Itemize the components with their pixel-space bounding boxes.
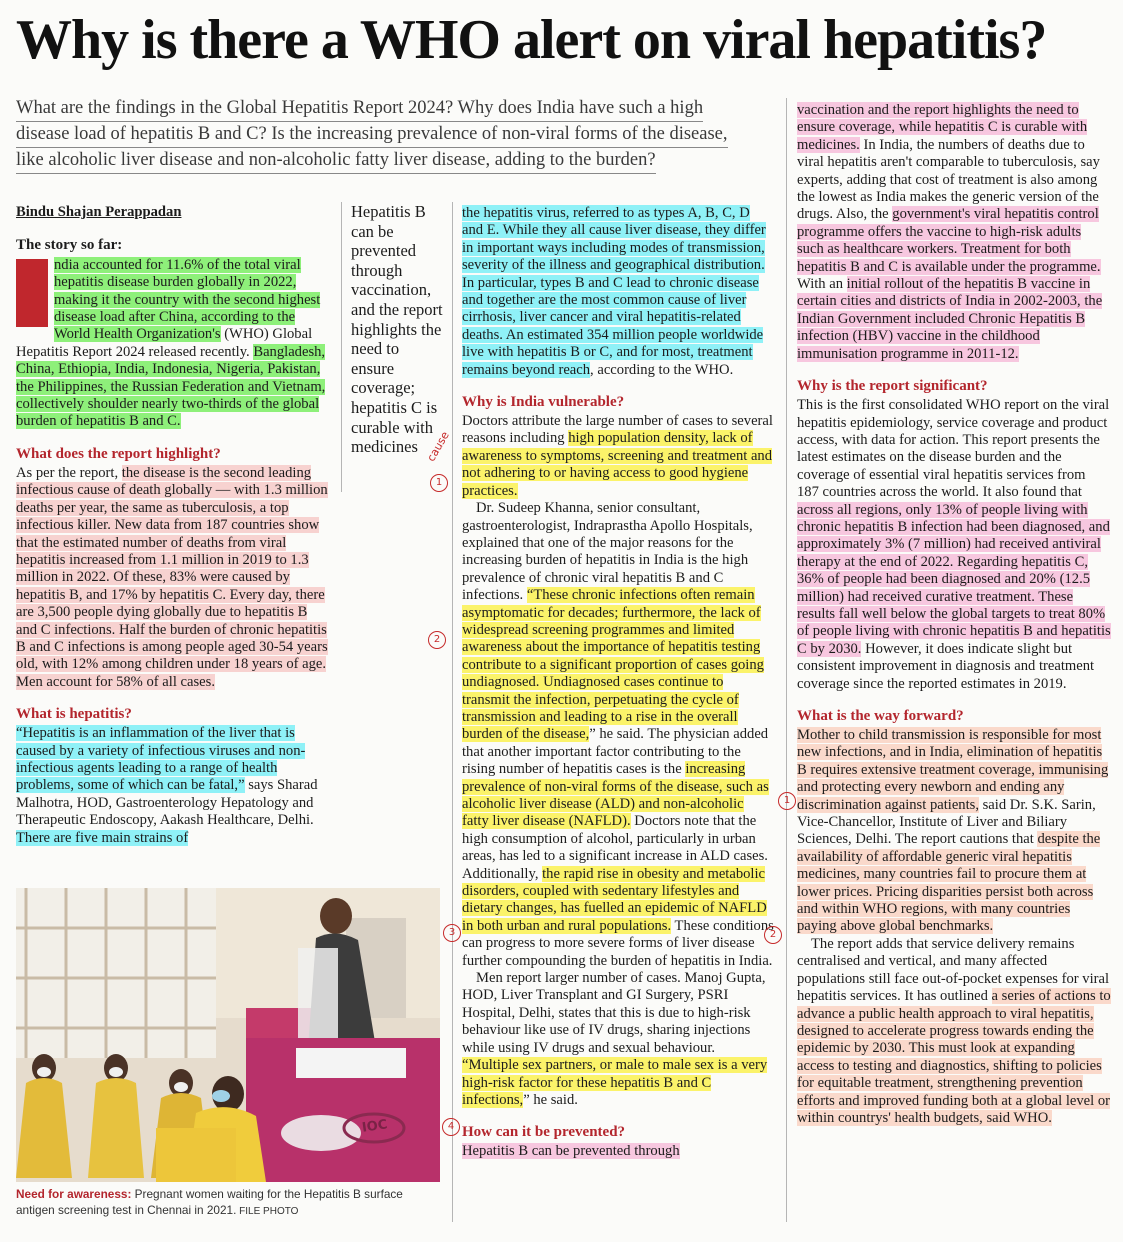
text-run: Doctors attribute the large number of cases to several reasons including — [462, 413, 773, 447]
highlighted-text: despite the availability of affordable generic viral hepatitis medicines, many countries fail to procure them at lower prices. Pricing disparities persist both across and within WHO regions, with many countries paying above global benchmarks. — [797, 831, 1101, 935]
annotation-number: 1 — [778, 792, 796, 810]
text-run: However, it does indicate slight but consistent improvement in diagnosis and treatment coverage since the reported estimates in 2019. — [797, 640, 1095, 692]
highlighted-text: vaccination and the report highlights the need to ensure coverage, while hepatitis C is curable with medicines. — [797, 102, 1088, 153]
text-run: The report adds that service delivery remains centralised and vertical, and many affected populations still face out-of-pocket expenses for viral hepatitis services. It has outlined — [797, 935, 1110, 1005]
pull-quote: Hepatitis B can be prevented through vaccination, and the report highlights the need to ensure coverage; hepatitis C is curable with medicines — [351, 202, 443, 457]
column-divider — [786, 98, 787, 1222]
text-run: said Dr. S.K. Sarin, Vice-Chancellor, Institute of Liver and Biliary Sciences, Delhi. The report cautions that — [797, 796, 1096, 848]
column-4 — [797, 102, 1111, 1127]
paragraph — [797, 936, 1111, 1127]
highlighted-text: the rapid rise in obesity and metabolic disorders, coupled with sedentary lifestyles and dietary changes, has fuelled an epidemic of NAFLD in both urban and rural populations. — [462, 865, 767, 934]
column-3 — [462, 205, 774, 1161]
paragraph — [16, 465, 329, 691]
highlighted-text: Bangladesh, China, Ethiopia, India, Indonesia, Nigeria, Pakistan, the Philippines, the Russian Federation and Vietnam, collectively shoulder nearly two-thirds of the global burden of hepatitis B and C. — [16, 343, 326, 430]
highlighted-text: Hepatitis B can be prevented through — [462, 1143, 680, 1160]
paragraph — [797, 102, 1111, 363]
annotation-number: 3 — [443, 924, 461, 942]
highlighted-text: ndia accounted for 11.6% of the total viral hepatitis disease burden globally in 2022, making it the country with the second highest disease load after China, according to the World Health Organization's — [54, 256, 321, 343]
standfirst-line: disease load of hepatitis B and C? Is the increasing prevalence of non-viral forms of the disease, — [16, 122, 728, 148]
text-run: This is the first consolidated WHO report on the viral hepatitis epidemiology, service coverage and product access, with data for action. This report presents the latest estimates on the disease burden and the coverage of essential viral hepatitis services from 187 countries across the world. It also found that — [797, 397, 1110, 501]
text-run: These conditions can progress to more severe forms of liver disease further compounding the burden of hepatitis in India. — [462, 917, 774, 969]
column-divider — [452, 202, 453, 1222]
highlighted-text: “Hepatitis is an inflammation of the liver that is caused by a variety of infectious viruses and non-infectious agents leading to a range of health problems, some of which can be fatal,” — [16, 725, 306, 794]
annotation-number: 2 — [428, 631, 446, 649]
section-heading: What is hepatitis? — [16, 706, 132, 723]
story-so-far-label: The story so far: — [16, 237, 123, 254]
paragraph — [797, 397, 1111, 693]
news-photo — [16, 888, 440, 1182]
annotation-number: 4 — [442, 1118, 460, 1136]
paragraph — [797, 727, 1111, 936]
paragraph — [462, 205, 774, 379]
highlighted-text: initial rollout of the hepatitis B vaccine in certain cities and districts of India in 2002-2003, the Indian Government included Chronic Hepatitis B infection (HBV) vaccine in the childhood immunisation programme in 2011-12. — [797, 276, 1103, 362]
text-run: Doctors note that the high consumption of alcohol, particularly in urban areas, has led to a significant increase in ALD cases. Additionally, — [462, 813, 768, 882]
annotation-number: 2 — [764, 926, 782, 944]
highlighted-text: “Multiple sex partners, or male to male sex is a very high-risk factor for these hepatitis B and C infections, — [462, 1057, 768, 1108]
highlighted-text: There are five main strains of — [16, 829, 189, 846]
intro-paragraph — [16, 257, 329, 431]
highlighted-text: Mother to child transmission is responsible for most new infections, and in India, elimination of hepatitis B requires extensive treatment coverage, immunising and protecting every newborn and ending any discrimination against patients, — [797, 727, 1109, 813]
annotation-number: 1 — [430, 474, 448, 492]
standfirst — [16, 96, 776, 174]
text-run: , according to the WHO. — [590, 361, 734, 378]
text-run: says Sharad Malhotra, HOD, Gastroenterology Hepatology and Therapeutic Endoscopy, Aakash Healthcare, Delhi. — [16, 777, 318, 829]
section-heading: Why is the report significant? — [797, 378, 988, 395]
photo-caption — [16, 1186, 440, 1220]
photo-illustration — [16, 888, 440, 1182]
column-1 — [16, 204, 329, 847]
paragraph — [462, 1143, 774, 1160]
text-run: With an — [797, 276, 847, 293]
caption-text: Pregnant women waiting for the Hepatitis B surface antigen screening test in Chennai in 2021. — [16, 1187, 403, 1217]
highlighted-text: increasing prevalence of non-viral forms of the disease, such as alcoholic liver disease (ALD) and non-alcoholic fatty liver disease (NAFLD). — [462, 761, 769, 830]
annotation-cause: cause — [424, 429, 452, 464]
caption-label: Need for awareness: — [16, 1187, 132, 1201]
column-divider — [341, 202, 342, 492]
highlighted-text: government's viral hepatitis control programme offers the vaccine to high-risk adults such as healthcare workers. Treatment for both hepatitis B and C is available under the programme. — [797, 206, 1101, 275]
text-run: In India, the numbers of deaths due to viral hepatitis aren't comparable to tuberculosis, say experts, adding that cost of treatment is also among the lowest as India makes the generic version of the drugs. Also, the — [797, 136, 1100, 223]
section-heading: What is the way forward? — [797, 708, 964, 724]
byline: Bindu Shajan Perappadan — [16, 204, 182, 220]
highlighted-text: the disease is the second leading infectious cause of death globally — with 1.3 million deaths per year, the same as tuberculosis, a top infectious killer. New data from 187 countries show that the estimated number of deaths from viral hepatitis increased from 1.1 million in 2019 to 1.3 million in 2022. Of these, 83% were caused by hepatitis B, and 17% by hepatitis C. Every day, there are 3,500 people dying globally due to hepatitis B and C infections. Half the burden of chronic hepatitis B and C infections is among people aged 30-54 years old, with 12% among children under 18 years of age. Men account for 58% of all cases. — [16, 464, 328, 690]
text-run: ” he said. The physician added that another important factor contributing to the rising number of hepatitis cases is the — [462, 726, 769, 778]
highlighted-text: the hepatitis virus, referred to as types A, B, C, D and E. While they all cause liver disease, they differ in important ways including modes of transmission, severity of the illness and geographical distribution. In particular, types B and C lead to chronic disease and together are the most common cause of liver cirrhosis, liver cancer and viral hepatitis-related deaths. An estimated 354 million people worldwide live with hepatitis B or C, and for most, treatment remains beyond reach — [462, 205, 766, 378]
paragraph — [16, 725, 329, 847]
section-heading: Why is India vulnerable? — [462, 394, 625, 411]
highlighted-text: “These chronic infections often remain asymptomatic for decades; furthermore, the lack of widespread screening programmes and limited awareness about the importance of hepatitis testing contribute to a significant proportion of cases going undiagnosed. Undiagnosed cases continue to transmit the infection, perpetuating the cycle of transmission and leading to a rise in the overall burden of the disease, — [462, 587, 764, 743]
text-run: As per the report, — [16, 464, 122, 481]
section-heading: What does the report highlight? — [16, 445, 221, 462]
standfirst-line: What are the findings in the Global Hepatitis Report 2024? Why does India have such a high — [16, 96, 703, 122]
text-run: Men report larger number of cases. Manoj Gupta, HOD, Liver Transplant and GI Surgery, PSRI Hospital, Delhi, states that this is due to high-risk behaviour like use of IV drugs, sharing injections while using IV drugs and sexual behaviour. — [462, 970, 766, 1056]
highlighted-text: a series of actions to advance a public health approach to viral hepatitis, designed to accelerate progress towards ending the epidemic by 2030. This must look at expanding access to testing and diagnostics, shifting to policies for equitable treatment, strengthening prevention efforts and improved funding both at a global level or within countrys' health budgets, said WHO. — [797, 988, 1111, 1126]
text-run: Dr. Sudeep Khanna, senior consultant, gastroenterologist, Indraprastha Apollo Hospitals, explained that one of the major reasons for the increasing burden of hepatitis in India is the high prevalence of chronic viral hepatitis B and C infections. — [462, 500, 753, 604]
paragraph — [462, 970, 774, 1109]
paragraph — [462, 500, 774, 970]
drop-cap — [16, 259, 48, 327]
highlighted-text: high population density, lack of awareness to symptoms, screening and treatment and not adhering to or having access to good hygiene practices. — [462, 430, 773, 499]
photo-label: IOC — [361, 1117, 389, 1136]
section-heading: How can it be prevented? — [462, 1124, 626, 1141]
text-run: ” he said. — [523, 1091, 578, 1108]
paragraph — [462, 413, 774, 500]
highlighted-text: across all regions, only 13% of people living with chronic hepatitis B infection had been diagnosed, and approximately 3% (7 million) had received antiviral therapy at the end of 2022. Regarding hepatitis C, 36% of people had been diagnosed and 20% (12.5 million) had received curative treatment. These results fall well below the global targets to treat 80% of people living with chronic hepatitis B and hepatitis C by 2030. — [797, 501, 1111, 657]
text-run: (WHO) Global Hepatitis Report 2024 released recently. — [16, 326, 313, 360]
standfirst-line: like alcoholic liver disease and non-alcoholic fatty liver disease, adding to the burden? — [16, 148, 656, 174]
caption-credit: FILE PHOTO — [236, 1206, 299, 1217]
headline: Why is there a WHO alert on viral hepatitis? — [16, 9, 1047, 71]
